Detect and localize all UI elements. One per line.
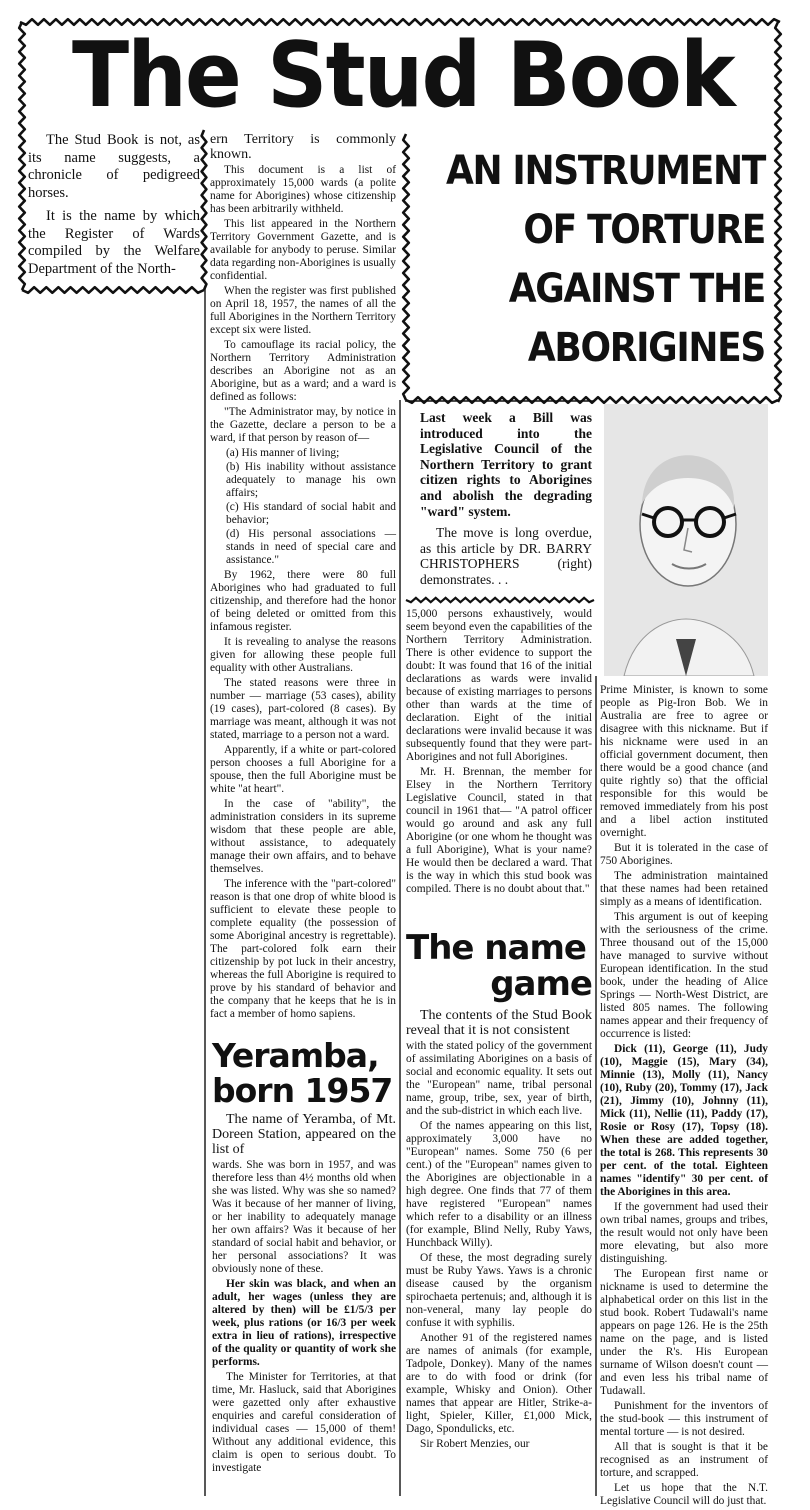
name-game-p2: Of the names appearing on this list, approximately 3,000 have no "European" names. Some 750 (6 per cent.) of the "European" names given to the Aborigines are objectionable in a high degree. One finds that 77 of them have registered "European" names which refer to a disability or an illness (for example, Blind Nelly, Ruby Yaws, Hunchback Willy).: [406, 1120, 592, 1249]
intro-box: [28, 132, 200, 284]
col-mid-p1: ern Territory is commonly known.: [210, 132, 396, 162]
name-game-heading: [406, 930, 592, 1002]
name-game-lead: The contents of the Stud Book reveal that it is not consistent: [406, 1008, 592, 1038]
column-right-middle: [406, 608, 592, 898]
yeramba-section: [212, 1038, 396, 1477]
col-mid-p8: It is revealing to analyse the reasons given for allowing these people full equality with other Australians.: [210, 636, 396, 674]
ward-condition-a: (a) His manner of living;: [226, 447, 340, 459]
yeramba-p2: Her skin was black, and when an adult, her wages (unless they are altered by then) will be £1/5/3 per week, plus rations (or 16/3 per week extra in lieu of rations), irrespective of the quality or quantity of work she performs.: [212, 1278, 396, 1368]
portrait-illustration: [604, 404, 768, 676]
ward-condition-c: (c) His standard of social habit and behavior;: [226, 501, 396, 526]
col-mid-p2: This document is a list of approximately 15,000 wards (a polite name for Aborigines) whose citizenship has been arbitrarily withheld.: [210, 164, 396, 215]
col-mid-p7: By 1962, there were 80 full Aborigines who had graduated to full citizenship, and therefore had the honor of being deleted or omitted from this infamous register.: [210, 569, 396, 633]
headline-line-4: ABORIGINES: [527, 325, 765, 371]
col-fr-p10: Let us hope that the N.T. Legislative Council will do just that.: [600, 1482, 768, 1507]
yeramba-heading-line-2: born 1957: [212, 1071, 393, 1110]
col-mid-p11: In the case of "ability", the administration considers in its supreme wisdom that these people are able, without assistance, to adequately manage their own affairs, and to behave themselves.: [210, 798, 396, 875]
col-mid-p4: When the register was first published on April 18, 1957, the names of all the full Aborigines in the Northern Territory except six were listed.: [210, 285, 396, 336]
headline-line-1: AN INSTRUMENT: [445, 148, 765, 194]
ward-condition-d: (d) His personal associations — stands in need of special care and assistance.": [226, 528, 396, 566]
col-mid-p3: This list appeared in the Northern Territory Government Gazette, and is available for anybody to peruse. Similar data regarding non-Aborigines is usually confidential.: [210, 218, 397, 282]
col-fr-p9: All that is sought is that it be recognised as an instrument of torture, and scrapped.: [600, 1441, 768, 1479]
standfirst-box: [420, 410, 592, 587]
yeramba-p1: wards. She was born in 1957, and was therefore less than 4½ months old when she was listed. Why was she so named? Was it because of her manner of living, or her inability to adequately manage her own affairs? Was it because of her standard of social habit and behavior, or her personal associations? It was obviously none of these.: [212, 1159, 396, 1275]
col-mid-p10: Apparently, if a white or part-colored person chooses a full Aborigine for a spouse, then the full Aborigine must be white "at heart".: [210, 744, 396, 795]
headline-line-3: AGAINST THE: [508, 266, 765, 312]
col-rm-p1: 15,000 persons exhaustively, would seem beyond even the capabilities of the Northern Territory Administration. There is other evidence to support the doubt: It was found that 16 of the initial declarations as wards were invalid because of existing marriages to persons other than wards at the time of declaration. Eight of the initial declarations were invalid because it was subsequently found that they were part-Aborigines and not full Aborigines.: [406, 608, 592, 763]
col-fr-p6: If the government had used their own tribal names, groups and tribes, the result would not only have been more elevating, but also more distinguishing.: [600, 1201, 768, 1265]
ward-conditions-list: [210, 447, 396, 567]
col-mid-p6: "The Administrator may, by notice in the Gazette, declare a person to be a ward, if that person by reason of—: [210, 406, 396, 444]
yeramba-heading-line-1: Yeramba,: [212, 1036, 379, 1075]
col-fr-p7: The European first name or nickname is used to determine the alphabetical order on this list in the stud book. Robert Tudawali's name appears on page 126. He is the 25th name on the page, and is listed under the R's. His European surname of Wilson doesn't count — and even less his tribal name of Tudawall.: [600, 1268, 768, 1397]
name-game-p5: Sir Robert Menzies, our: [420, 1438, 530, 1450]
name-game-p3: Of these, the most degrading surely must be Ruby Yaws. Yaws is a chronic disease caused by the organism spirochaeta pertenuis; and, although it is non-veneral, many lay people do confuse it with syphilis.: [406, 1252, 592, 1329]
yeramba-lead: The name of Yeramba, of Mt. Doreen Station, appeared on the list of: [212, 1112, 396, 1157]
col-fr-p2: But it is tolerated in the case of 750 Aborigines.: [600, 842, 768, 867]
col-fr-p4: This argument is out of keeping with the seriousness of the crime. Three thousand out of the 15,000 have managed to survive without European identification. In the stud book, under the heading of Alice Springs — North-West District, are listed 805 names. The following names appear and their frequency of occurrence is listed:: [600, 911, 768, 1040]
standfirst-intro: The move is long overdue, as this article by DR. BARRY CHRISTOPHERS (right) demonstrates. . .: [420, 525, 592, 587]
name-game-heading-line-2: game: [490, 964, 592, 1004]
col-mid-p12: The inference with the "part-colored" reason is that one drop of white blood is sufficient to elevate these people to complete equality (the possession of some Aboriginal ancestry is regrettable). The part-colored folk earn their citizenship by pot luck in their ancestry, whereas the full Aborigine is required to prove by his standard of behavior and the company that he keeps that he is in fact a member of homo sapiens.: [210, 878, 396, 1020]
col-mid-p5: To camouflage its racial policy, the Northern Territory Administration describes an Aborigine not as an Aborigine, but as a ward; and a ward is defined as follows:: [210, 339, 396, 403]
yeramba-heading: [212, 1038, 396, 1108]
col-fr-p5-name-frequency-list: Dick (11), George (11), Judy (10), Maggie (15), Mary (34), Minnie (13), Molly (11), Nancy (10), Ruby (20), Tommy (17), Jack (21), Jimmy (10), Johnny (11), Mick (11), Nellie (11), Paddy (17), Rosie or Rosy (17), Topsy (18). When these are added together, the total is 268. This represents 30 per cent. of the total. Eighteen names "identify" 30 per cent. of the Aborigines in this area.: [600, 1043, 768, 1198]
intro-paragraph-2: It is the name by which the Register of Wards compiled by the Welfare Department of the North-: [28, 208, 200, 277]
col-rm-p2: Mr. H. Brennan, the member for Elsey in the Northern Territory Legislative Council, stated in that council in 1961 that— "A patrol officer would go around and ask any full Aborigine (or one whom he thought was a full Aborigine), What is your name? He would then be declared a ward. That is the way in which this stud book was compiled. There is no doubt about that.": [406, 766, 592, 895]
col-fr-p8: Punishment for the inventors of the stud-book — this instrument of mental torture — is not desired.: [600, 1400, 768, 1438]
col-fr-p3: The administration maintained that these names had been retained simply as a means of identification.: [600, 870, 768, 908]
name-game-heading-line-1: The name: [406, 928, 586, 968]
headline-line-2: OF TORTURE: [523, 207, 765, 253]
column-far-right: [600, 684, 768, 1510]
standfirst-text: Last week a Bill was introduced into the Legislative Council of the Northern Territory to grant citizen rights to Aborigines and abolish the degrading "ward" system.: [420, 410, 592, 519]
author-portrait-photo: [604, 404, 768, 676]
col-mid-p9: The stated reasons were three in number — marriage (53 cases), ability (19 cases), part-colored (8 cases). By marriage was meant, although it was not stated, marriage to a person not a ward.: [210, 677, 396, 741]
name-game-p4: Another 91 of the registered names are names of animals (for example, Tadpole, Donkey). Many of the names are to do with food or drink (for example, Whisky and Onion). Other names that appear are Hitler, Strike-a-light, Spieler, Killer, £1,000 Mick, Dago, Spondulicks, etc.: [406, 1332, 592, 1435]
ward-condition-b: (b) His inability without assistance adequately to manage his own affairs;: [226, 461, 396, 499]
column-middle: [210, 132, 396, 1023]
col-fr-p1: Prime Minister, is known to some people as Pig-Iron Bob. We in Australia are free to agree or disagree with this nickname. But if his nickname were used in an official government document, then there would be a good chance (and quite rightly so) that the official responsible for this would be removed immediately from his post and a libel action instituted overnight.: [600, 684, 768, 839]
intro-paragraph-1: The Stud Book is not, as its name suggests, a chronicle of pedigreed horses.: [28, 132, 200, 201]
masthead-title: The Stud Book: [72, 23, 734, 128]
name-game-section: [406, 930, 592, 1453]
headline: [410, 142, 765, 378]
name-game-p1: with the stated policy of the government of assimilating Aborigines on a basis of social and economic equality. It sets out the "European" name, tribal personal name, group, tribe, sex, year of birth, and the sub-district in which each live.: [406, 1040, 592, 1117]
yeramba-p3: The Minister for Territories, at that time, Mr. Hasluck, said that Aborigines were gazetted only after exhaustive enquiries and careful consideration of individual cases — 15,000 of them! Without any additional evidence, this claim is open to serious doubt. To investigate: [212, 1371, 396, 1474]
